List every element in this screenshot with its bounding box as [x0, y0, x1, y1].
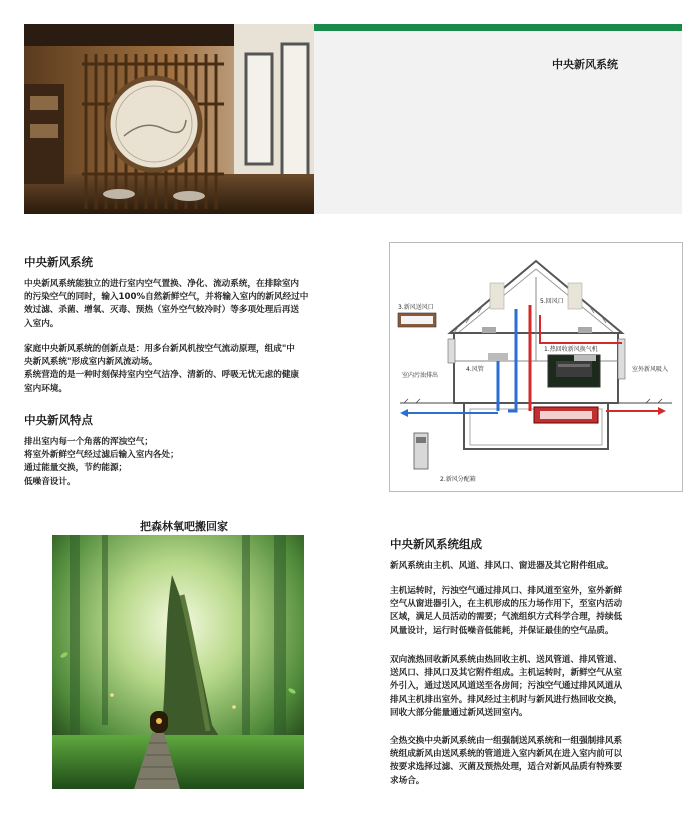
interior-photo-illustration — [24, 24, 314, 214]
ventilation-diagram-svg — [390, 243, 682, 491]
header-panel — [314, 31, 682, 214]
intro-title: 中央新风系统 — [24, 255, 93, 269]
header-accent-bar — [314, 24, 682, 31]
label-exhaust-vent: 3.新风送风口 — [398, 304, 434, 311]
label-distribution-box: 2.新风分配箱 — [440, 476, 476, 483]
features-title: 中央新风特点 — [24, 413, 93, 427]
label-indoor-exhaust: 室内污浊排出 — [402, 372, 439, 379]
features-list: 排出室内每一个角落的浑浊空气； 将室外新鲜空气经过滤后输入室内各处； 通过能量交换，节约能源； 低噪音设计。 — [24, 437, 179, 487]
label-outdoor-intake: 室外新风吸入 — [632, 366, 669, 373]
composition-paragraph-2: 主机运转时，污浊空气通过排风口、排风道至室外，室外新鲜 空气从窗进器引入，在主机形成的压力场作用下，至室内活动 区域，满足人员活动的需要；气流组织方式科学合理，持续低 风量设计，运行时低噪音低能耗，并保证最佳的空气品质。 — [390, 586, 623, 636]
forest-photo — [52, 535, 304, 789]
composition-paragraph-3: 双向流热回收新风系统由热回收主机、送风管道、排风管道、 送风口、排风口及其它附件组成。主机运转时，新鲜空气从室 外引入，通过送风风道送至各房间；污浊空气通过排风风道从 排风主机排出室外。排风经过主机时与新风进行热回收交换， 回收大部分能量通过新风送回室内。 — [390, 655, 623, 718]
label-recovery-unit: 1.热回收新风换气机 — [544, 346, 598, 353]
intro-paragraph-2: 家庭中央新风系统的创新点是：用多台新风机按空气流动原理，组成"中 央新风系统"形成室内新风流动场。 系统营造的是一种时刻保持室内空气洁净、清新的、呼吸无忧无虑的健康 室内环境。 — [24, 344, 300, 394]
composition-paragraph-4: 全热交换中央新风系统由一组强制送风系统和一组强制排风系 统组成新风由送风系统的管道进入室内新风在进入室内前可以 按要求选择过滤、灭菌及预热处理，适合对新风品质有特殊要 求场合。 — [390, 736, 623, 786]
forest-title: 把森林氧吧搬回家 — [140, 520, 228, 533]
forest-photo-illustration — [52, 535, 304, 789]
composition-paragraph-1: 新风系统由主机、风道、排风口、窗进器及其它附件组成。 — [390, 561, 614, 571]
composition-title: 中央新风系统组成 — [390, 537, 482, 551]
label-return-vent: 5.回风口 — [540, 298, 564, 305]
interior-photo — [24, 24, 314, 214]
label-duct: 4.风管 — [466, 366, 484, 373]
header-title: 中央新风系统 — [552, 58, 618, 71]
ventilation-diagram — [389, 242, 683, 492]
intro-paragraph-1: 中央新风系统能独立的进行室内空气置换、净化、流动系统，在排除室内 的污染空气的同时，输入100%自然新鲜空气，并将输入室内的新风经过中 效过滤、杀菌、增氧、灭毒、预热（室外空气较冷时）等多项处理后再送 入室内。 — [24, 279, 309, 329]
